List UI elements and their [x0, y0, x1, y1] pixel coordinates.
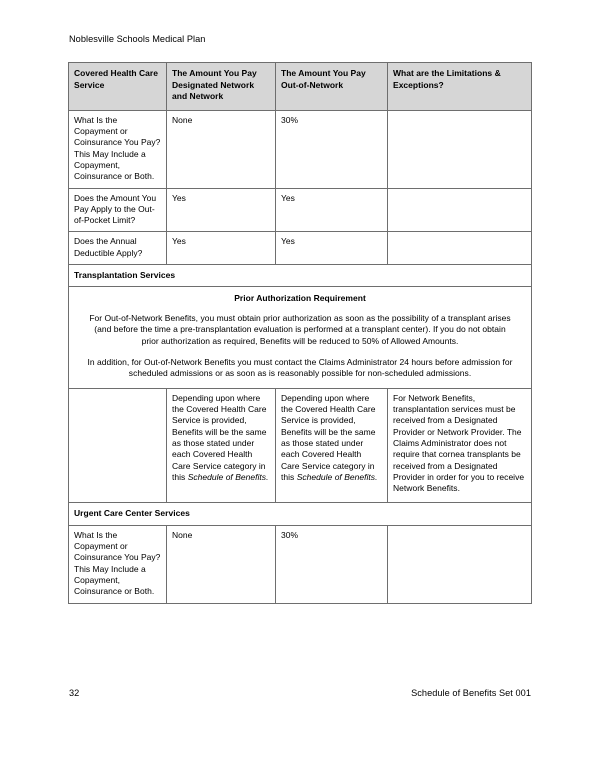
cell-limitations: [388, 188, 532, 232]
prior-authorization-paragraph-2: In addition, for Out-of-Network Benefits you must contact the Claims Administrator 24 hours before admission for scheduled admissions or as soon as is reasonably possible for non-scheduled admissions.: [87, 356, 513, 379]
section-title-urgent-care: Urgent Care Center Services: [69, 503, 532, 525]
section-banner-row-urgent-care: [69, 503, 532, 525]
cell-service: Does the Amount You Pay Apply to the Out-of-Pocket Limit?: [69, 188, 167, 232]
cell-network-amount: None: [167, 525, 276, 603]
cell-service: [69, 388, 167, 503]
table-row: [69, 232, 532, 265]
out-of-network-benefit-reference: Schedule of Benefits: [296, 471, 376, 482]
out-of-network-benefit-reference-period: .: [375, 471, 378, 482]
column-header-covered-service: Covered Health Care Service: [69, 63, 167, 111]
network-benefit-reference: Schedule of Benefits: [187, 471, 267, 482]
cell-network-amount: Yes: [167, 232, 276, 265]
cell-service: What Is the Copayment or Coinsurance You Pay? This May Include a Copayment, Coinsurance or Both.: [69, 110, 167, 188]
benefits-schedule-table: [68, 62, 532, 604]
cell-network-amount: Yes: [167, 188, 276, 232]
footer-document-id: Schedule of Benefits Set 001: [411, 688, 531, 698]
cell-service: What Is the Copayment or Coinsurance You Pay? This May Include a Copayment, Coinsurance or Both.: [69, 525, 167, 603]
document-footer: [69, 687, 531, 700]
cell-out-of-network-amount: Yes: [276, 188, 388, 232]
out-of-network-benefit-text: Depending upon where the Covered Health Care Service is provided, Benefits will be the same as those stated under each Covered Health Care Service category in this: [281, 392, 376, 482]
cell-limitations: [388, 525, 532, 603]
table-header-row: [69, 63, 532, 111]
section-title-transplantation: Transplantation Services: [69, 265, 532, 287]
cell-service: Does the Annual Deductible Apply?: [69, 232, 167, 265]
column-header-designated-network: The Amount You Pay Designated Network and Network: [167, 63, 276, 111]
prior-authorization-row: [69, 287, 532, 388]
prior-authorization-title: Prior Authorization Requirement: [234, 293, 366, 304]
cell-limitations: [388, 110, 532, 188]
cell-network-amount: [167, 388, 276, 503]
column-header-out-of-network: The Amount You Pay Out-of-Network: [276, 63, 388, 111]
column-header-limitations: What are the Limitations & Exceptions?: [388, 63, 532, 111]
cell-out-of-network-amount: 30%: [276, 110, 388, 188]
table-row: [69, 188, 532, 232]
table-row: [69, 110, 532, 188]
cell-network-amount: None: [167, 110, 276, 188]
network-benefit-reference-period: .: [266, 471, 269, 482]
cell-limitations: [388, 232, 532, 265]
cell-out-of-network-amount: 30%: [276, 525, 388, 603]
running-header: Noblesville Schools Medical Plan: [69, 34, 206, 44]
table-row-transplantation-detail: [69, 388, 532, 503]
network-benefit-text: Depending upon where the Covered Health Care Service is provided, Benefits will be the same as those stated under each Covered Health Care Service category in this: [172, 392, 267, 482]
prior-authorization-paragraph-1: For Out-of-Network Benefits, you must obtain prior authorization as soon as the possibility of a transplant arises (and before the time a pre-transplantation evaluation is performed at a transplant center). If you do not obtain prior authorization as required, Benefits will be reduced to 50% of Allowed Amounts.: [89, 312, 511, 347]
cell-out-of-network-amount: [276, 388, 388, 503]
table-row: [69, 525, 532, 603]
cell-limitations: For Network Benefits, transplantation services must be received from a Designated Provider or Network Provider. The Claims Administrator does not require that cornea transplants be received from a Designated Provider in order for you to receive Network Benefits.: [388, 388, 532, 503]
cell-out-of-network-amount: Yes: [276, 232, 388, 265]
prior-authorization-notice: [69, 287, 532, 388]
section-banner-row-transplantation: [69, 265, 532, 287]
page-number: 32: [69, 688, 80, 698]
